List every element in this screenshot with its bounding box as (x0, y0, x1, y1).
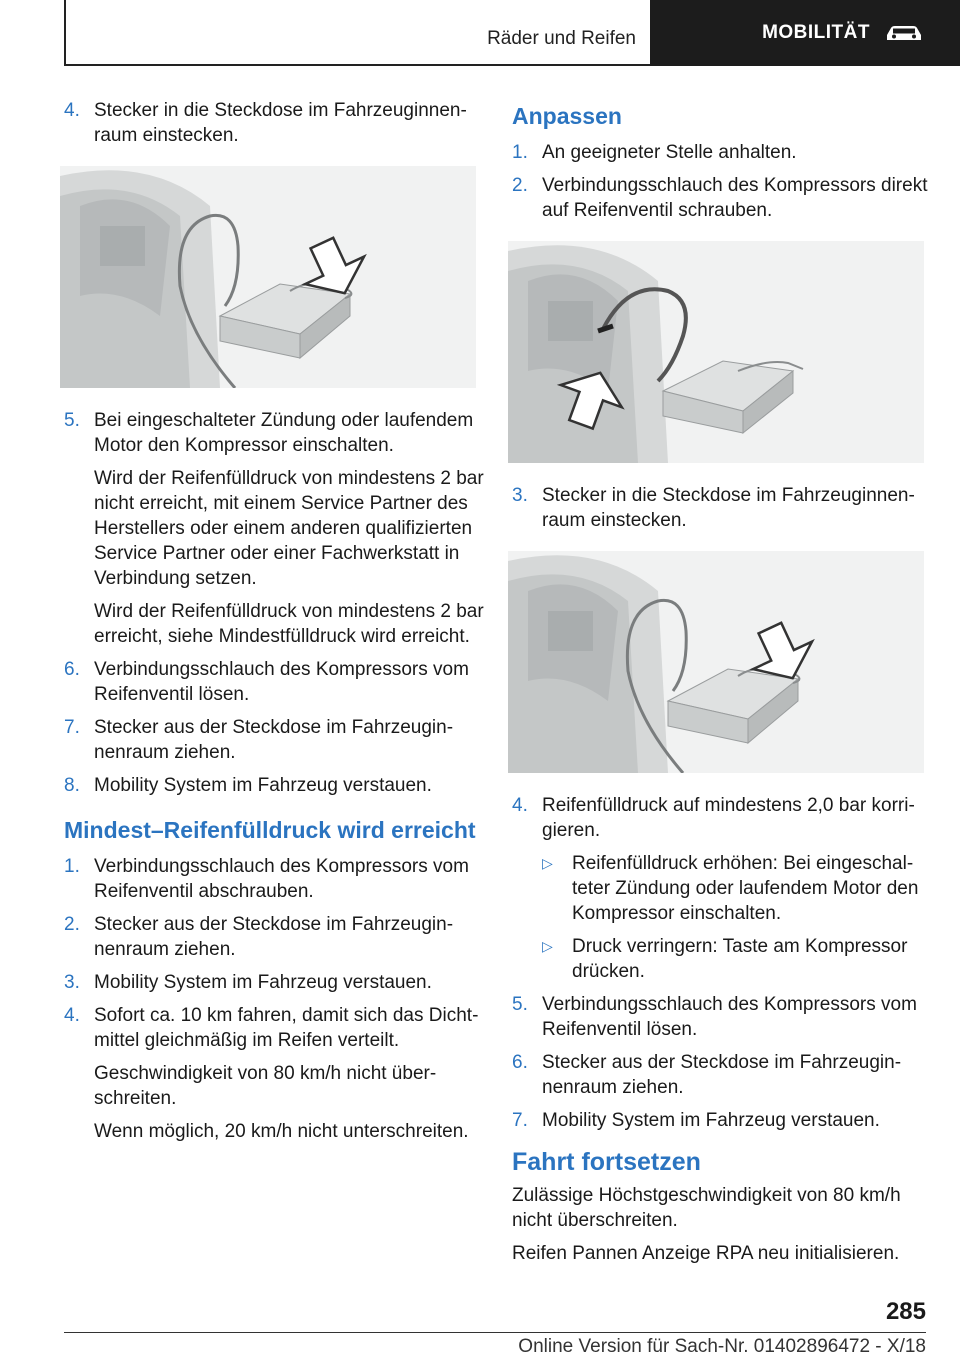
step-number: 2. (512, 175, 528, 196)
step-text: Verbindungsschlauch des Kompressors direkt auf Reifenventil schrauben. (542, 175, 928, 221)
step-number: 5. (64, 410, 80, 431)
footer-version-text: Online Version für Sach-Nr. 01402896472 - X/18 (518, 1336, 926, 1357)
step-number: 2. (64, 914, 80, 935)
step-number: 6. (64, 659, 80, 680)
continue-paragraph: Reifen Pannen Anzeige RPA neu initialisieren. (512, 1243, 900, 1264)
step-number: 1. (512, 142, 528, 163)
adjust-step-6 (512, 1050, 932, 1100)
reached-step-1 (64, 854, 484, 904)
left-column (64, 98, 484, 1152)
adjust-step-3 (512, 483, 932, 533)
step-4-plug-in (64, 98, 484, 148)
step-text: Mobility System im Fahrzeug verstauen. (94, 972, 432, 993)
step-text: Stecker in die Steckdose im Fahrzeuginnenraum einstecken. (542, 485, 915, 531)
header-left-rule (64, 0, 66, 66)
reached-step-3 (64, 970, 484, 995)
adjust-step-1 (512, 140, 932, 165)
step-text: Stecker aus der Steckdose im Fahrzeuginnenraum ziehen. (542, 1052, 902, 1098)
right-column (512, 102, 932, 1274)
step-number: 7. (64, 717, 80, 738)
adjust-step-2 (512, 173, 932, 223)
section-heading-adjust: Anpassen (512, 103, 622, 129)
step-text: Stecker aus der Steckdose im Fahrzeuginnenraum ziehen. (94, 717, 454, 763)
car-icon (884, 23, 924, 43)
step-number: 7. (512, 1110, 528, 1131)
page-header (0, 0, 960, 66)
step-text: Mobility System im Fahrzeug verstauen. (94, 775, 432, 796)
compressor-illustration (60, 166, 476, 388)
triangle-bullet-icon: ▷ (542, 855, 553, 871)
step-number: 3. (64, 972, 80, 993)
triangle-bullet-icon: ▷ (542, 938, 553, 954)
step-number: 4. (64, 100, 80, 121)
step-number: 4. (64, 1005, 80, 1026)
step-number: 4. (512, 795, 528, 816)
step-8-stow (64, 773, 484, 798)
step-number: 5. (512, 994, 528, 1015)
step-number: 6. (512, 1052, 528, 1073)
step-text: Mobility System im Fahrzeug verstauen. (542, 1110, 880, 1131)
reached-step-4 (64, 1003, 484, 1144)
step-text: Sofort ca. 10 km fahren, damit sich das Dichtmittel gleichmäßig im Reifen verteilt. (94, 1005, 479, 1051)
chapter-title: MOBILITÄT (762, 22, 870, 43)
step-text: Bei eingeschalteter Zündung oder laufendem Motor den Kompressor einschalten. (94, 410, 474, 456)
step-number: 8. (64, 775, 80, 796)
step-text: Stecker aus der Steckdose im Fahrzeuginnenraum ziehen. (94, 914, 454, 960)
step-text: An geeigneter Stelle anhalten. (542, 142, 797, 163)
chapter-tab (650, 0, 960, 66)
reached-step-2 (64, 912, 484, 962)
step-text: Reifenfülldruck auf mindestens 2,0 bar korrigieren. (542, 795, 915, 841)
step-note: Wird der Reifenfülldruck von mindestens 2 bar nicht erreicht, mit einem Service Partner des Herstellers oder einem anderen qualifizierten Service Partner oder einer Fachwerkstatt in Verbindung setzen. (94, 468, 484, 589)
step-number: 3. (512, 485, 528, 506)
step-5-switch-on (64, 408, 484, 649)
step-number: 1. (64, 856, 80, 877)
sub-step-text: Druck verringern: Taste am Kompressor drücken. (572, 936, 908, 982)
section-title: Räder und Reifen (487, 28, 636, 49)
adjust-step-4 (512, 793, 932, 984)
adjust-step-7 (512, 1108, 932, 1133)
step-note: Wird der Reifenfülldruck von mindestens 2 bar erreicht, siehe Mindestfülldruck wird erreicht. (94, 601, 484, 647)
compressor-valve-illustration (508, 241, 924, 463)
step-note: Wenn möglich, 20 km/h nicht unterschreiten. (94, 1121, 469, 1142)
step-6-detach-hose (64, 657, 484, 707)
step-note: Geschwindigkeit von 80 km/h nicht überschreiten. (94, 1063, 437, 1109)
section-heading-min-pressure: Mindest–Reifenfülldruck wird erreicht (64, 817, 476, 843)
page-number: 285 (885, 1298, 926, 1325)
step-text: Verbindungsschlauch des Kompressors vom Reifenventil lösen. (94, 659, 469, 705)
header-bottom-rule (64, 64, 650, 66)
sub-step-increase (542, 851, 932, 926)
section-heading-continue: Fahrt fortsetzen (512, 1148, 701, 1176)
sub-step-decrease (542, 934, 932, 984)
continue-paragraph: Zulässige Höchstgeschwindigkeit von 80 km/h nicht überschreiten. (512, 1185, 901, 1231)
adjust-step-5 (512, 992, 932, 1042)
step-text: Verbindungsschlauch des Kompressors vom Reifenventil abschrauben. (94, 856, 469, 902)
step-text: Stecker in die Steckdose im Fahrzeuginnenraum einstecken. (94, 100, 467, 146)
step-7-unplug (64, 715, 484, 765)
sub-step-text: Reifenfülldruck erhöhen: Bei eingeschalteter Zündung oder laufendem Motor den Kompressor einschalten. (572, 853, 919, 924)
step-text: Verbindungsschlauch des Kompressors vom Reifenventil lösen. (542, 994, 917, 1040)
compressor-illustration (508, 551, 924, 773)
footer-rule (64, 1332, 926, 1333)
